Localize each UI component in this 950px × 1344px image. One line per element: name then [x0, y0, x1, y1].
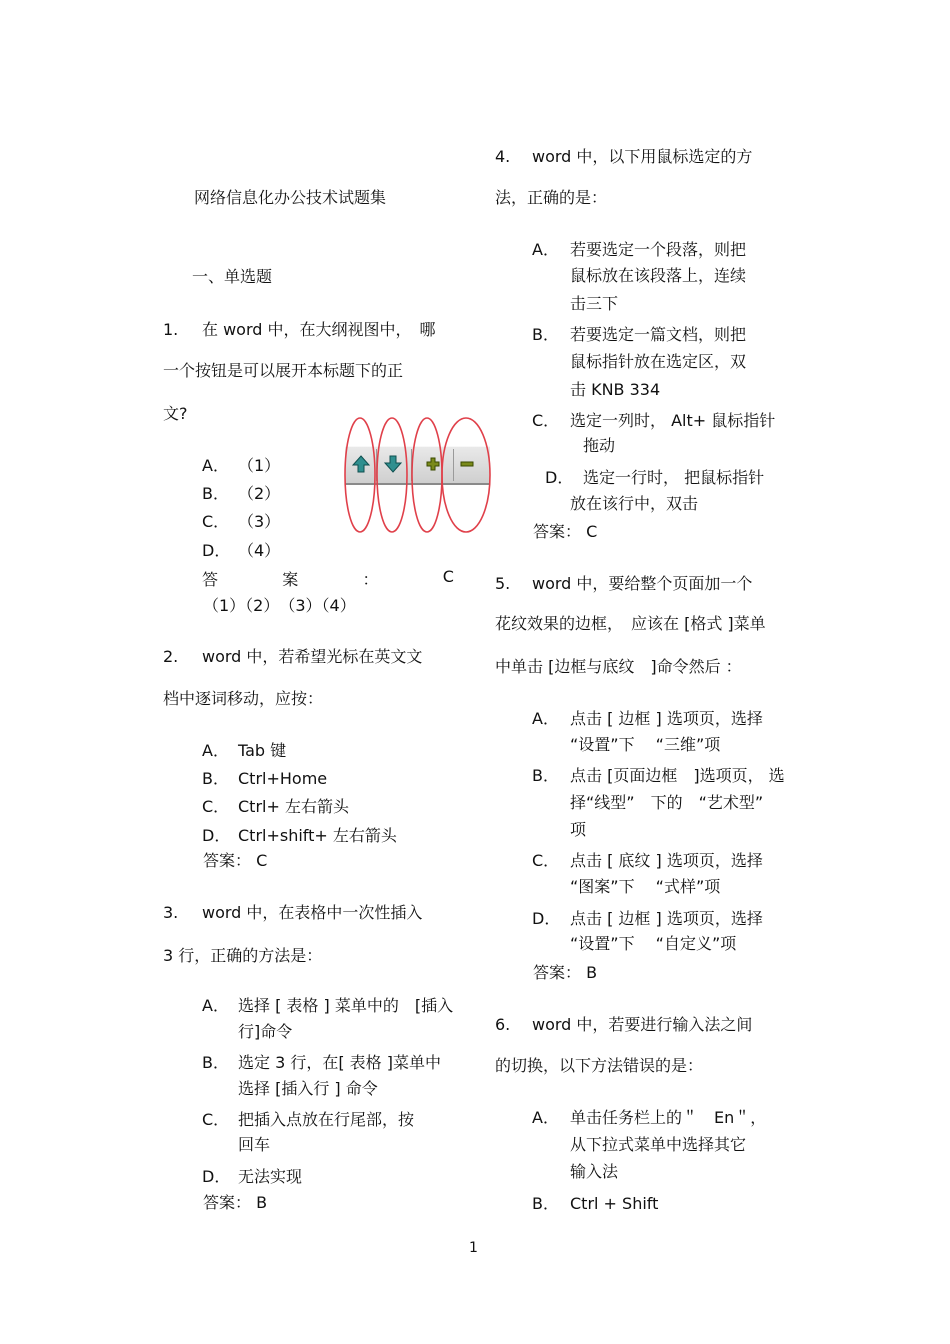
page-number: 1: [469, 1240, 478, 1256]
q2-option-a-letter: A．: [202, 741, 229, 760]
question-2-line-2: 档中逐词移动，应按：: [163, 689, 324, 708]
q1-option-b-letter: B．: [202, 484, 229, 503]
q6-option-a-line-1: 单击任务栏上的＂ En＂，: [570, 1108, 767, 1127]
question-6-line-1: word 中，若要进行输入法之间: [532, 1015, 753, 1034]
q6-option-b-line-1: Ctrl + Shift: [570, 1194, 659, 1213]
question-5-line-2: 花纹效果的边框， 应该在 [格式 ]菜单: [495, 614, 766, 633]
question-2-line-1: word 中，若希望光标在英文文: [202, 647, 423, 666]
q4-option-c-line-1: 选定一列时， Alt+ 鼠标指针: [570, 411, 776, 430]
q4-option-b-line-3: 击 KNB 334: [570, 380, 661, 399]
q5-option-b-line-1: 点击 [页面边框 ]选项页， 选: [570, 766, 785, 785]
question-1-line-1: 在 word 中，在大纲视图中， 哪: [202, 320, 436, 339]
q1-answer-line: [202, 567, 454, 590]
q1-answer-char-2: 案: [282, 570, 299, 589]
q1-answer-char-3: ：: [362, 570, 379, 589]
q6-option-a-line-2: 从下拉式菜单中选择其它: [570, 1135, 747, 1154]
q1-option-a-text: （1）: [238, 456, 281, 475]
q3-option-a-line-2: 行]命令: [238, 1022, 293, 1041]
q1-answer-char-1: 答: [202, 570, 219, 589]
q2-option-a-text: Tab 键: [238, 741, 287, 760]
question-1-line-2: 一个按钮是可以展开本标题下的正: [163, 361, 404, 380]
q3-answer: 答案： B: [203, 1193, 268, 1212]
q5-option-a-line-2: “设置”下 “三维”项: [570, 735, 721, 754]
q3-option-d-line-1: 无法实现: [238, 1167, 303, 1186]
q6-option-b-letter: B．: [532, 1194, 559, 1213]
q4-option-a-letter: A．: [532, 240, 559, 259]
question-3-line-1: word 中，在表格中一次性插入: [202, 903, 423, 922]
q4-option-b-line-1: 若要选定一篇文档，则把: [570, 325, 747, 344]
q5-option-b-letter: B．: [532, 766, 559, 785]
question-1-line-3: 文?: [163, 404, 188, 423]
q5-option-b-line-2: 择“线型” 下的 “艺术型”: [570, 793, 764, 812]
question-6-line-2: 的切换，以下方法错误的是：: [495, 1056, 704, 1075]
q1-option-d-text: （4）: [238, 541, 281, 560]
q5-option-d-line-1: 点击 [ 边框 ] 选项页，选择: [570, 909, 763, 928]
question-2-number: 2.: [163, 647, 179, 666]
q1-option-c-letter: C．: [202, 512, 230, 531]
q2-option-b-text: Ctrl+Home: [238, 769, 328, 788]
q6-option-a-line-3: 输入法: [570, 1162, 619, 1181]
q2-option-c-text: Ctrl+ 左右箭头: [238, 797, 349, 816]
question-5-line-1: word 中，要给整个页面加一个: [532, 574, 753, 593]
question-4-number: 4.: [495, 147, 511, 166]
q5-option-b-line-3: 项: [570, 820, 587, 839]
question-3-number: 3.: [163, 903, 179, 922]
q5-option-d-line-2: “设置”下 “自定义”项: [570, 934, 737, 953]
question-5-number: 5.: [495, 574, 511, 593]
q5-option-c-line-2: “图案”下 “式样”项: [570, 877, 721, 896]
q4-option-b-letter: B．: [532, 325, 559, 344]
q2-option-b-letter: B．: [202, 769, 229, 788]
question-1-number: 1.: [163, 320, 179, 339]
q2-option-d-letter: D．: [202, 826, 231, 845]
q2-answer: 答案： C: [203, 851, 268, 870]
question-4-line-1: word 中，以下用鼠标选定的方: [532, 147, 753, 166]
q5-option-a-line-1: 点击 [ 边框 ] 选项页，选择: [570, 709, 763, 728]
q1-option-c-text: （3）: [238, 512, 281, 531]
highlight-ovals: [340, 415, 495, 535]
q1-option-b-text: （2）: [238, 484, 281, 503]
q2-option-d-text: Ctrl+shift+ 左右箭头: [238, 826, 397, 845]
q3-option-c-letter: C．: [202, 1110, 230, 1129]
question-3-line-2: 3 行，正确的方法是：: [163, 946, 323, 965]
q5-option-d-letter: D．: [532, 909, 561, 928]
question-5-line-3: 中单击 [边框与底纹 ]命令然后 ：: [495, 657, 742, 676]
question-6-number: 6.: [495, 1015, 511, 1034]
q5-option-c-letter: C．: [532, 851, 560, 870]
q4-option-a-line-1: 若要选定一个段落，则把: [570, 240, 747, 259]
question-4-line-2: 法，正确的是：: [495, 188, 608, 207]
q1-option-a-letter: A．: [202, 456, 229, 475]
q3-option-c-line-2: 回车: [238, 1135, 271, 1154]
q1-option-d-letter: D．: [202, 541, 231, 560]
q4-option-c-line-2: 拖动: [583, 436, 616, 455]
q3-option-b-line-1: 选定 3 行，在[ 表格 ]菜单中: [238, 1053, 442, 1072]
q2-option-c-letter: C．: [202, 797, 230, 816]
q4-option-a-line-2: 鼠标放在该段落上，连续: [570, 266, 747, 285]
q4-option-d-letter: D．: [545, 468, 574, 487]
q4-option-d-line-2: 放在该行中，双击: [570, 494, 699, 513]
q1-answer-char-4: C: [442, 567, 454, 586]
q6-option-a-letter: A．: [532, 1108, 559, 1127]
q4-option-a-line-3: 击三下: [570, 294, 619, 313]
q5-option-a-letter: A．: [532, 709, 559, 728]
document-title: 网络信息化办公技术试题集: [194, 188, 387, 207]
q4-option-d-line-1: 选定一行时， 把鼠标指针: [583, 468, 765, 487]
q4-answer: 答案： C: [533, 522, 598, 541]
q5-option-c-line-1: 点击 [ 底纹 ] 选项页，选择: [570, 851, 763, 870]
q3-option-c-line-1: 把插入点放在行尾部，按: [238, 1110, 415, 1129]
q4-option-b-line-2: 鼠标指针放在选定区，双: [570, 352, 747, 371]
q3-option-a-letter: A．: [202, 996, 229, 1015]
q1-answer-line-2: （1）（2） （3）（4）: [203, 596, 356, 615]
q3-option-a-line-1: 选择 [ 表格 ] 菜单中的 [插入: [238, 996, 454, 1015]
q3-option-d-letter: D．: [202, 1167, 231, 1186]
q4-option-c-letter: C．: [532, 411, 560, 430]
q3-option-b-letter: B．: [202, 1053, 229, 1072]
q5-answer: 答案： B: [533, 963, 598, 982]
q3-option-b-line-2: 选择 [插入行 ] 命令: [238, 1079, 378, 1098]
section-heading: 一、单选题: [192, 267, 273, 286]
